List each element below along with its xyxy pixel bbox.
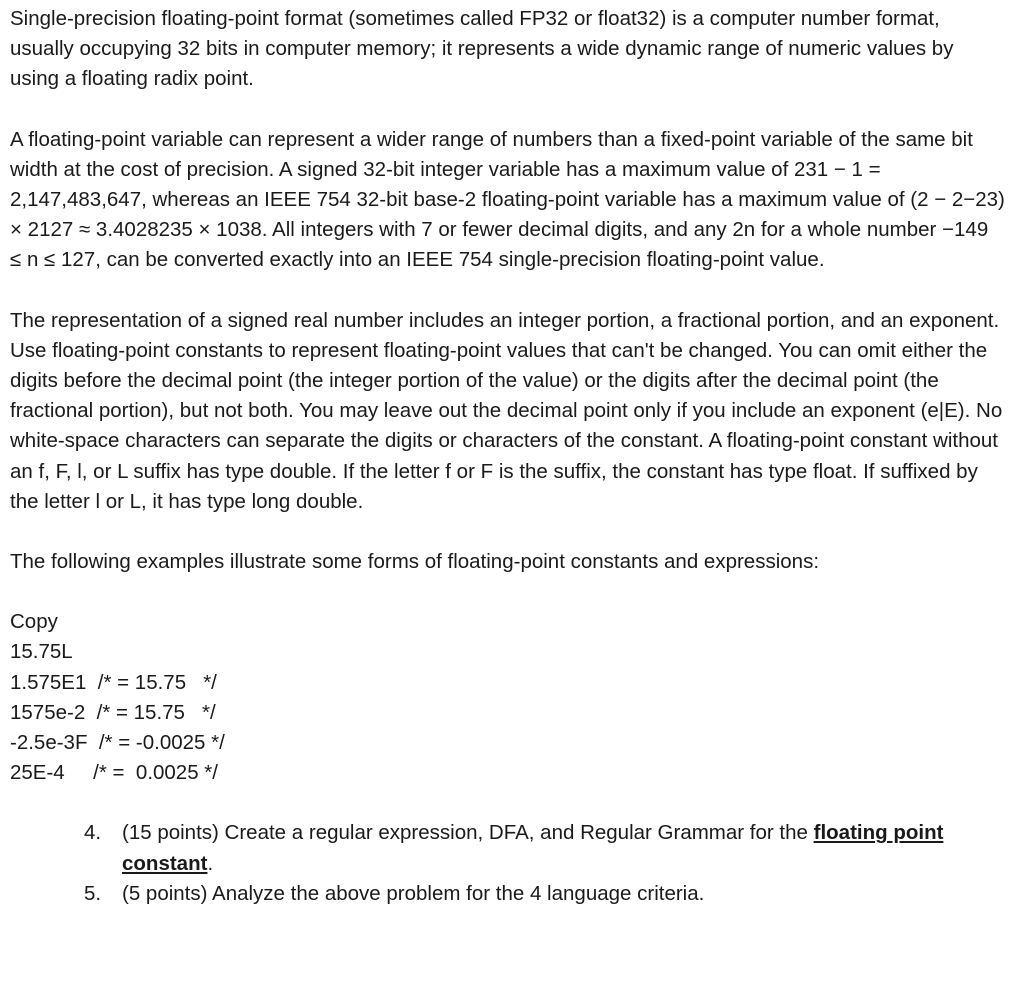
intro-paragraph: Single-precision floating-point format (sometimes called FP32 or float32) is a computer number format, usually occupying 32 bits in computer memory; it represents a wide dynamic range of numeric values by using a floating radix point.	[10, 7, 954, 91]
question-number: 5.	[84, 881, 102, 905]
document-body	[10, 4, 1005, 909]
code-example-block	[10, 607, 1005, 788]
question-list	[10, 818, 1005, 909]
copy-label[interactable]: Copy	[10, 610, 58, 634]
code-line: 25E-4 /* = 0.0025 */	[10, 761, 218, 785]
question-item-4	[10, 818, 1005, 878]
question-text: (5 points) Analyze the above problem for the 4 language criteria.	[122, 881, 705, 905]
question-text: (15 points) Create a regular expression, DFA, and Regular Grammar for the	[122, 821, 814, 845]
question-item-5	[10, 879, 1005, 909]
question-text-end: .	[207, 851, 214, 875]
examples-intro-paragraph: The following examples illustrate some forms of floating-point constants and expressions:	[10, 550, 820, 574]
question-number: 4.	[84, 821, 102, 845]
representation-paragraph: The representation of a signed real number includes an integer portion, a fractional portion, and an exponent. Use floating-point constants to represent floating-point values that can't be changed. You can omit either the digits before the decimal point (the integer portion of the value) or the digits after the decimal point (the fractional portion), but not both. You may leave out the decimal point only if you include an exponent (e|E). No white-space characters can separate the digits or characters of the constant. A floating-point constant without an f, F, l, or L suffix has type double. If the letter f or F is the suffix, the constant has type float. If suffixed by the letter l or L, it has type long double.	[10, 308, 1003, 513]
code-line: 1575e-2 /* = 15.75 */	[10, 700, 216, 724]
code-line: 15.75L	[10, 640, 73, 664]
code-line: -2.5e-3F /* = -0.0025 */	[10, 731, 225, 755]
code-line: 1.575E1 /* = 15.75 */	[10, 670, 217, 694]
floating-point-constant-link[interactable]: floating point constant	[122, 821, 944, 875]
range-paragraph: A floating-point variable can represent a wider range of numbers than a fixed-point variable of the same bit width at the cost of precision. A signed 32-bit integer variable has a maximum value of 231 − 1 = 2,147,483,647, whereas an IEEE 754 32-bit base-2 floating-point variable has a maximum value of (2 − 2−23) × 2127 ≈ 3.4028235 × 1038. All integers with 7 or fewer decimal digits, and any 2n for a whole number −149 ≤ n ≤ 127, can be converted exactly into an IEEE 754 single-precision floating-point value.	[10, 127, 1005, 272]
